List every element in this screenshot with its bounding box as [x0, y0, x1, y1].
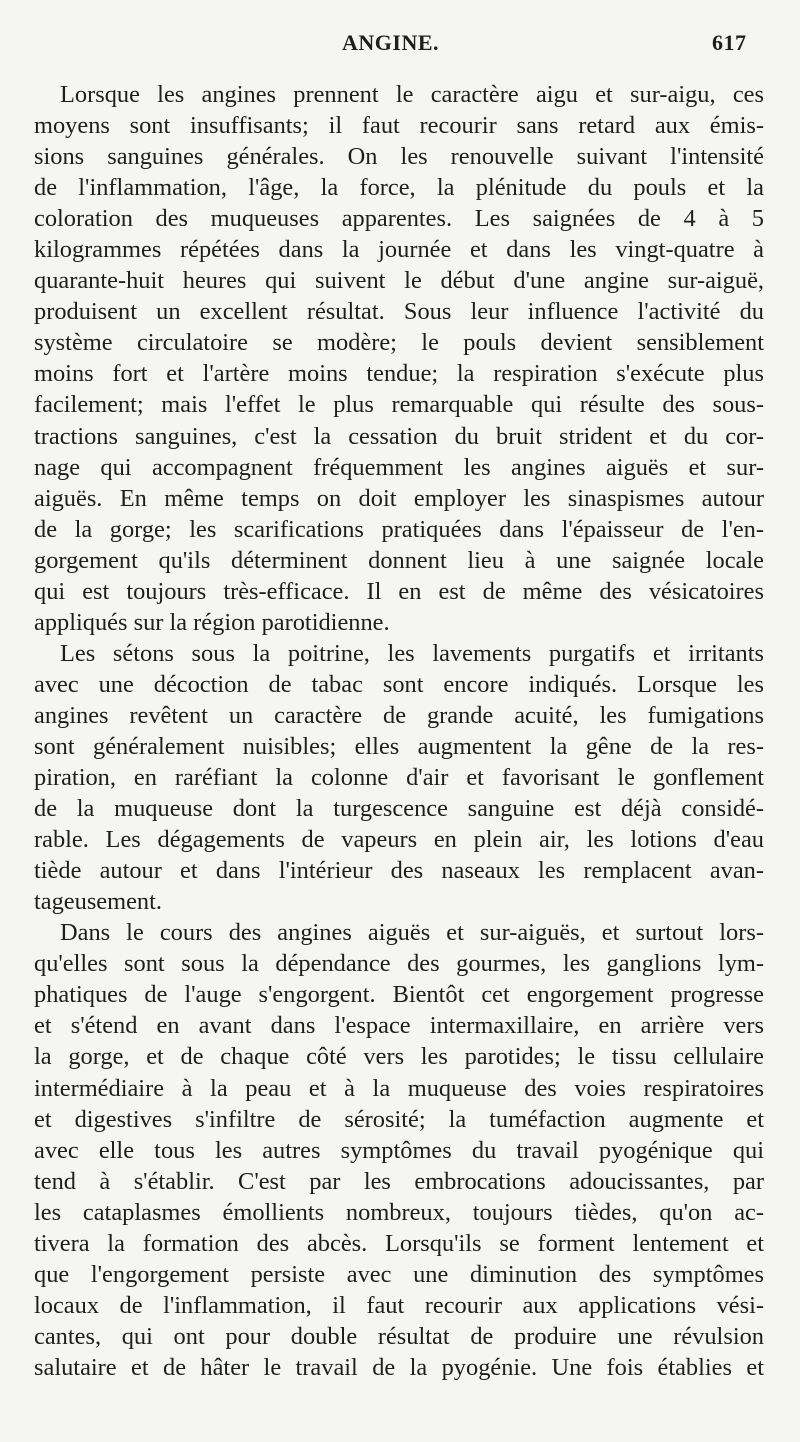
text-line: avec une décoction de tabac sont encore indiqués. Lorsque les	[34, 670, 764, 698]
text-line: tiède autour et dans l'intérieur des naseaux les remplacent avan-	[34, 857, 764, 885]
text-line: système circulatoire se modère; le pouls devient sensiblement	[34, 329, 764, 357]
text-line: de l'inflammation, l'âge, la force, la plénitude du pouls et la	[34, 174, 764, 202]
text-line: Dans le cours des angines aiguës et sur-aiguës, et surtout lors-	[60, 919, 764, 947]
text-line: intermédiaire à la peau et à la muqueuse des voies respiratoires	[34, 1074, 764, 1102]
text-line: aiguës. En même temps on doit employer les sinaspismes autour	[34, 484, 764, 512]
text-line: locaux de l'inflammation, il faut recourir aux applications vési-	[34, 1291, 764, 1319]
text-line: cantes, qui ont pour double résultat de produire une révulsion	[34, 1322, 764, 1350]
text-line: produisent un excellent résultat. Sous leur influence l'activité du	[34, 298, 764, 326]
text-line: la gorge, et de chaque côté vers les parotides; le tissu cellulaire	[34, 1043, 764, 1071]
running-title: ANGINE.	[342, 30, 440, 55]
running-head	[0, 30, 800, 60]
text-line: que l'engorgement persiste avec une diminution des symptômes	[34, 1260, 764, 1288]
text-line: gorgement qu'ils déterminent donnent lieu à une saignée locale	[34, 546, 764, 574]
text-line: Les sétons sous la poitrine, les lavements purgatifs et irritants	[60, 639, 764, 667]
text-line: nage qui accompagnent fréquemment les angines aiguës et sur-	[34, 453, 764, 481]
text-line: angines revêtent un caractère de grande acuité, les fumigations	[34, 701, 764, 729]
text-line: de la gorge; les scarifications pratiquées dans l'épaisseur de l'en-	[34, 515, 764, 543]
page-number: 617	[712, 30, 747, 55]
text-line: moyens sont insuffisants; il faut recourir sans retard aux émis-	[34, 112, 764, 140]
text-line: tend à s'établir. C'est par les embrocations adoucissantes, par	[34, 1167, 764, 1195]
body-text	[34, 79, 764, 1383]
text-line: qui est toujours très-efficace. Il en est de même des vésicatoires	[34, 577, 764, 605]
text-line: facilement; mais l'effet le plus remarquable qui résulte des sous-	[34, 391, 764, 419]
text-line: phatiques de l'auge s'engorgent. Bientôt cet engorgement progresse	[34, 981, 764, 1009]
text-line: kilogrammes répétées dans la journée et dans les vingt-quatre à	[34, 236, 764, 264]
text-line: tivera la formation des abcès. Lorsqu'ils se forment lentement et	[34, 1229, 764, 1257]
text-line: Lorsque les angines prennent le caractère aigu et sur-aigu, ces	[60, 81, 764, 108]
text-line: moins fort et l'artère moins tendue; la respiration s'exécute plus	[34, 360, 764, 388]
text-line: tractions sanguines, c'est la cessation du bruit strident et du cor-	[34, 422, 764, 450]
text-line: et digestives s'infiltre de sérosité; la tuméfaction augmente et	[34, 1105, 764, 1133]
text-line: qu'elles sont sous la dépendance des gourmes, les ganglions lym-	[34, 950, 764, 978]
text-line: quarante-huit heures qui suivent le début d'une angine sur-aiguë,	[34, 267, 764, 295]
text-line: appliqués sur la région parotidienne.	[34, 608, 390, 636]
text-line: les cataplasmes émollients nombreux, toujours tièdes, qu'on ac-	[34, 1198, 764, 1226]
text-line: de la muqueuse dont la turgescence sanguine est déjà considé-	[34, 795, 764, 823]
text-line: tageusement.	[34, 888, 163, 916]
text-line: coloration des muqueuses apparentes. Les saignées de 4 à 5	[34, 205, 764, 233]
text-line: salutaire et de hâter le travail de la pyogénie. Une fois établies et	[34, 1353, 764, 1381]
text-line: rable. Les dégagements de vapeurs en plein air, les lotions d'eau	[34, 826, 764, 854]
text-line: sions sanguines générales. On les renouvelle suivant l'intensité	[34, 143, 764, 171]
text-line: piration, en raréfiant la colonne d'air et favorisant le gonflement	[34, 764, 764, 792]
text-line: et s'étend en avant dans l'espace intermaxillaire, en arrière vers	[34, 1012, 764, 1040]
text-line: avec elle tous les autres symptômes du travail pyogénique qui	[34, 1136, 764, 1164]
text-line: sont généralement nuisibles; elles augmentent la gêne de la res-	[34, 732, 764, 760]
